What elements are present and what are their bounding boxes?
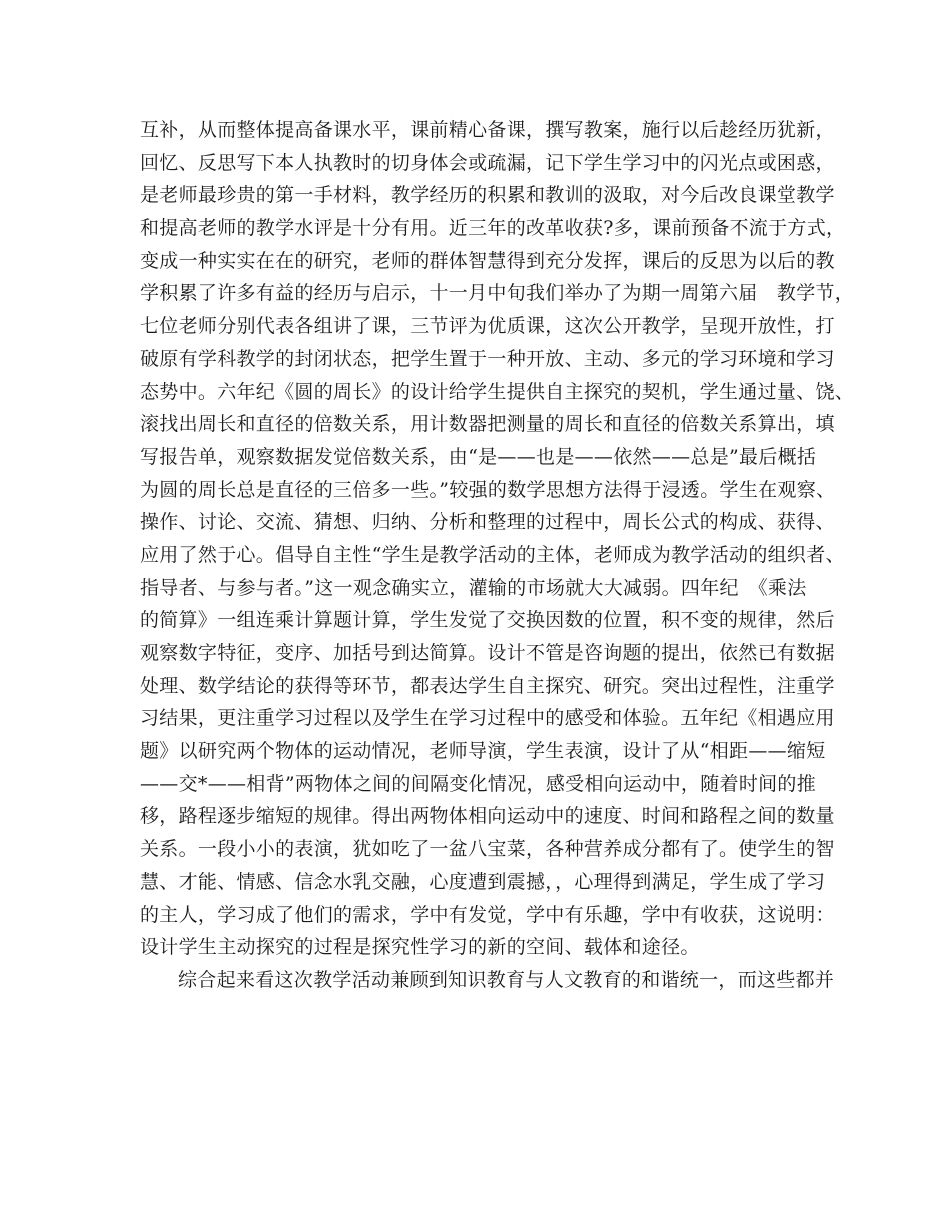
- text-line: 回忆、反思写下本人执教时的切身体会或疏漏，记下学生学习中的闪光点或困惑，: [140, 151, 835, 174]
- text-line: 态势中。六年纪《圆的周长》的设计给学生提供自主探究的契机，学生通过量、饶、: [140, 380, 855, 403]
- text-line: 滚找出周长和直径的倍数关系，用计数器把测量的周长和直径的倍数关系算出，填: [140, 413, 835, 436]
- text-line: 的简算》一组连乘计算题计算，学生发觉了交换因数的位置，积不变的规律，然后: [140, 609, 835, 632]
- text-line: 关系。一段小小的表演，犹如吃了一盆八宝菜，各种营养成分都有了。使学生的智: [140, 838, 835, 861]
- text-line: 操作、讨论、交流、猜想、归纳、分析和整理的过程中，周长公式的构成、获得、: [140, 511, 835, 534]
- text-line: 为圆的周长总是直径的三倍多一些。”较强的数学思想方法得于浸透。学生在观察、: [140, 478, 836, 501]
- text-line: 是老师最珍贵的第一手材料，教学经历的积累和教训的汲取，对今后改良课堂教学: [140, 184, 835, 207]
- text-line: 设计学生主动探究的过程是探究性学习的新的空间、载体和途径。: [140, 936, 700, 959]
- text-line: 写报告单，观察数据发觉倍数关系，由“是——也是——依然——总是”最后概括: [140, 445, 817, 468]
- text-line: 应用了然于心。倡导自主性“学生是教学活动的主体，老师成为教学活动的组织者、: [140, 543, 845, 566]
- text-line: 慧、才能、情感、信念水乳交融，心度遭到震撼，，心理得到满足，学生成了学习: [140, 870, 826, 893]
- text-line: 互补，从而整体提高备课水平，课前精心备课，撰写教案，施行以后趁经历犹新，: [140, 119, 835, 141]
- text-line: 题》以研究两个物体的运动情况，老师导演，学生表演，设计了从“相距——缩短: [140, 740, 826, 763]
- text-line: 变成一种实实在在的研究，老师的群体智慧得到充分发挥，课后的反思为以后的教: [140, 249, 835, 272]
- text-line: 和提高老师的教学水评是十分有用。近三年的改革收获?多，课前预备不流于方式，: [140, 217, 846, 240]
- body-text: [140, 114, 855, 997]
- text-line: 观察数字特征，变序、加括号到达简算。设计不管是咨询题的提出，依然已有数据: [140, 642, 835, 664]
- text-line: 学积累了许多有益的经历与启示，十一月中旬我们举办了为期一周第六届 教学节，: [140, 282, 855, 305]
- text-line: ——交*——相背”两物体之间的间隔变化情况，感受相向运动中，随着时间的推: [140, 772, 817, 795]
- text-line: 移，路程逐步缩短的规律。得出两物体相向运动中的速度、时间和路程之间的数量: [140, 805, 835, 828]
- text-line: 指导者、与参与者。”这一观念确实立，灌输的市场就大大减弱。四年纪 《乘法: [140, 576, 807, 599]
- text-line: 习结果，更注重学习过程以及学生在学习过程中的感受和体验。五年纪《相遇应用: [140, 707, 835, 730]
- text-line: 的主人，学习成了他们的需求，学中有发觉，学中有乐趣，学中有收获，这说明：: [140, 903, 835, 926]
- text-line: 处理、数学结论的获得等环节，都表达学生自主探究、研究。突出过程性，注重学: [140, 674, 835, 697]
- text-line: 七位老师分别代表各组讲了课，三节评为优质课，这次公开教学，呈现开放性，打: [140, 315, 835, 338]
- paragraph-first-line: 综合起来看这次教学活动兼顾到知识教育与人文教育的和谐统一，而这些都并: [178, 968, 835, 991]
- text-line: 破原有学科教学的封闭状态，把学生置于一种开放、主动、多元的学习环境和学习: [140, 347, 835, 370]
